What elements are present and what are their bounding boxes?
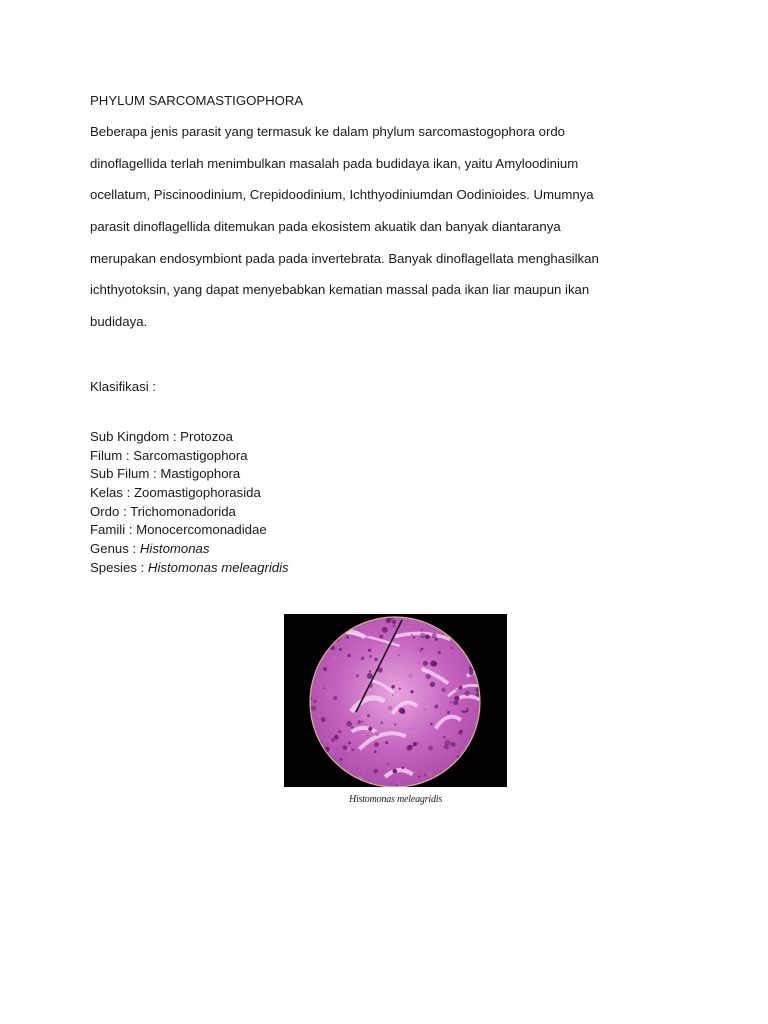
classification-value: Trichomonadorida (130, 503, 236, 519)
classification-value: Monocercomonadidae (136, 522, 267, 538)
classification-value: Mastigophora (160, 466, 241, 482)
classification-label: Ordo : (90, 503, 131, 519)
classification-value: Histomonas meleagridis (147, 559, 289, 575)
paragraph-line: Beberapa jenis parasit yang termasuk ke dalam phylum sarcomastogophora ordo (90, 124, 566, 139)
paragraph-line: parasit dinoflagellida ditemukan pada ekosistem akuatik dan banyak diantaranya (90, 219, 561, 235)
micrograph-image (284, 614, 507, 787)
classification-label: Filum : (90, 447, 134, 463)
classification-label: Spesies : (90, 559, 148, 575)
classification-item (90, 428, 289, 447)
paragraph-line: dinoflagellida terlah menimbulkan masalah pada budidaya ikan, yaitu Amyloodinium (90, 155, 579, 171)
classification-item (90, 503, 289, 522)
classification-label: Kelas : (90, 485, 134, 501)
intro-paragraph (90, 116, 650, 338)
classification-item (90, 540, 289, 559)
classification-item (90, 484, 289, 503)
classification-label: Sub Filum : (90, 466, 161, 482)
classification-value: Histomonas (139, 541, 210, 557)
classification-label: Genus : (90, 541, 140, 557)
paragraph-line: merupakan endosymbiont pada pada invertebrata. Banyak dinoflagellata menghasilkan (90, 250, 599, 266)
classification-value: Zoomastigophorasida (133, 485, 261, 501)
micrograph-figure (284, 614, 507, 787)
classification-value: Protozoa (180, 429, 233, 444)
classification-heading: Klasifikasi : (90, 379, 156, 394)
classification-value: Sarcomastigophora (133, 447, 248, 463)
classification-item (90, 559, 289, 578)
figure-caption: Histomonas meleagridis (348, 794, 443, 805)
classification-item (90, 521, 289, 540)
classification-label: Famili : (90, 522, 137, 538)
paragraph-line: budidaya. (90, 314, 148, 330)
classification-item (90, 447, 289, 466)
paragraph-line: ichthyotoksin, yang dapat menyebabkan kematian massal pada ikan liar maupun ikan (90, 282, 590, 298)
classification-label: Sub Kingdom : (90, 429, 181, 444)
classification-list (90, 428, 289, 578)
document-title: PHYLUM SARCOMASTIGOPHORA (90, 93, 304, 108)
classification-item (90, 465, 289, 484)
paragraph-line: ocellatum, Piscinoodinium, Crepidoodinium, Ichthyodiniumdan Oodinioides. Umumnya (90, 187, 594, 203)
